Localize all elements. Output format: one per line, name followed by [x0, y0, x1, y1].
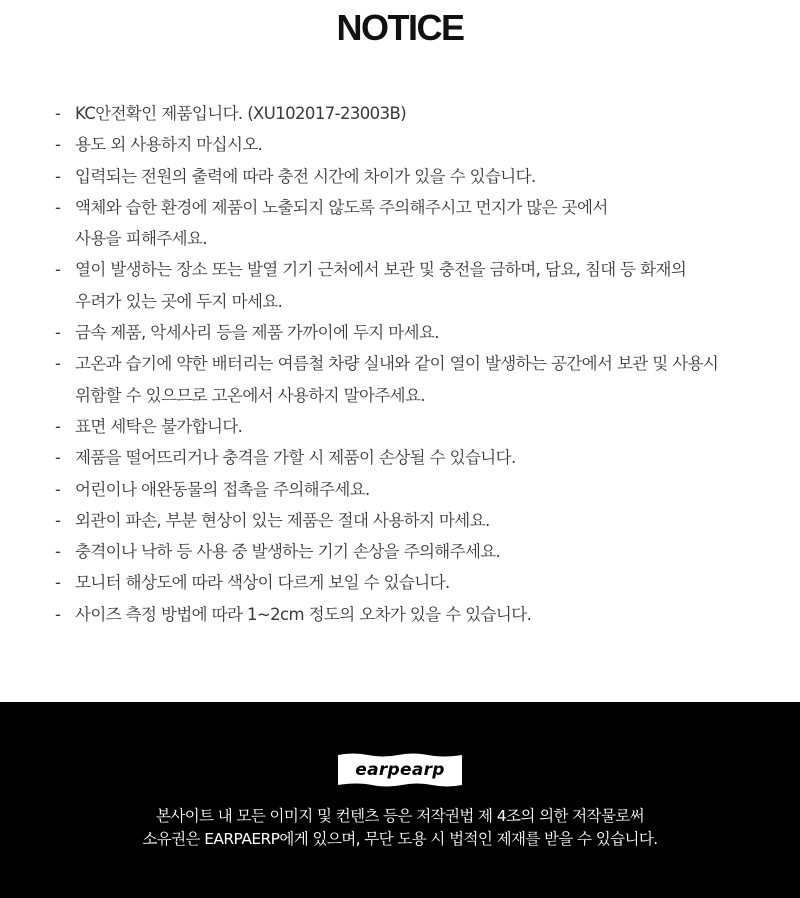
footer	[0, 702, 800, 898]
bullet-dash: -	[55, 354, 61, 374]
bullet-dash: -	[55, 135, 61, 155]
bullet-dash: -	[55, 197, 61, 217]
bullet-dash: -	[55, 573, 61, 593]
bullet-dash: -	[55, 448, 61, 468]
notice-item	[55, 536, 765, 567]
notice-text: 제품을 떨어뜨리거나 충격을 가할 시 제품이 손상될 수 있습니다.	[75, 448, 516, 468]
notice-item	[55, 161, 765, 192]
notice-item	[55, 411, 765, 442]
notice-item	[55, 474, 765, 505]
notice-item	[55, 254, 765, 317]
notice-text: KC안전확인 제품입니다. (XU102017-23003B)	[75, 104, 407, 123]
notice-text: 사이즈 측정 방법에 따라 1~2cm 정도의 오차가 있을 수 있습니다.	[75, 604, 532, 624]
page-title: NOTICE	[336, 7, 464, 48]
copyright-notice	[0, 805, 800, 851]
notice-text: 용도 외 사용하지 마십시오.	[75, 135, 263, 155]
copyright-line: 본사이트 내 모든 이미지 및 컨텐츠 등은 저작권법 제 4조의 의한 저작물로써	[155, 807, 645, 825]
notice-text: 열이 발생하는 장소 또는 발열 기기 근처에서 보관 및 충전을 금하며, 담요, 침대 등 화재의 우려가 있는 곳에 두지 마세요.	[75, 260, 687, 311]
bullet-dash: -	[55, 323, 61, 343]
bullet-dash: -	[55, 166, 61, 186]
logo-text: earpearp	[355, 760, 445, 780]
notice-item	[55, 505, 765, 536]
notice-item	[55, 317, 765, 348]
notice-item	[55, 442, 765, 473]
bullet-dash: -	[55, 104, 61, 123]
notice-text: 표면 세탁은 불가합니다.	[75, 416, 243, 436]
bullet-dash: -	[55, 416, 61, 436]
bullet-dash: -	[55, 510, 61, 530]
notice-item	[55, 98, 765, 129]
notice-text: 충격이나 낙하 등 사용 중 발생하는 기기 손상을 주의해주세요.	[75, 542, 501, 562]
notice-text: 모니터 해상도에 따라 색상이 다르게 보일 수 있습니다.	[75, 573, 450, 593]
notice-item	[55, 567, 765, 598]
notice-item	[55, 599, 765, 630]
copyright-line: 소유권은 EARPAERP에게 있으며, 무단 도용 시 법적인 제재를 받을 수 있습니다.	[142, 830, 658, 848]
notice-text: 고온과 습기에 약한 배터리는 여름철 차량 실내와 같이 열이 발생하는 공간에서 보관 및 사용시 위함할 수 있으므로 고온에서 사용하지 말아주세요.	[75, 354, 719, 405]
notice-text: 액체와 습한 환경에 제품이 노출되지 않도록 주의해주시고 먼지가 많은 곳에서 사용을 피해주세요.	[75, 197, 608, 249]
notice-text: 금속 제품, 악세사리 등을 제품 가까이에 두지 마세요.	[75, 323, 439, 343]
bullet-dash: -	[55, 260, 61, 280]
notice-text: 외관이 파손, 부분 현상이 있는 제품은 절대 사용하지 마세요.	[75, 510, 490, 530]
bullet-dash: -	[55, 479, 61, 499]
bullet-dash: -	[55, 604, 61, 624]
notice-item	[55, 348, 765, 411]
notice-text: 입력되는 전원의 출력에 따라 충전 시간에 차이가 있을 수 있습니다.	[75, 166, 536, 186]
notice-item	[55, 192, 765, 255]
notice-list	[55, 98, 765, 630]
bullet-dash: -	[55, 542, 61, 562]
notice-item	[55, 129, 765, 160]
notice-text: 어린이나 애완동물의 접촉을 주의해주세요.	[75, 479, 370, 499]
brand-logo	[336, 752, 464, 788]
